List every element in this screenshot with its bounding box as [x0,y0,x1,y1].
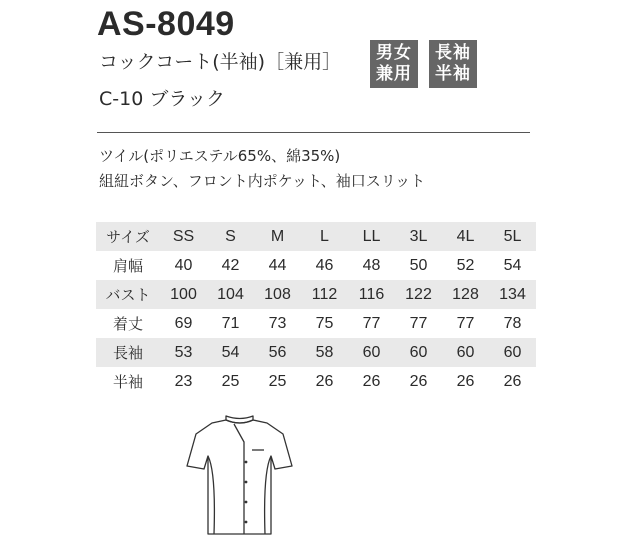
table-row [96,251,536,280]
product-color: C-10 ブラック [99,88,225,110]
badge-line: 兼用 [376,64,412,84]
size-cell: M [254,222,301,251]
size-header-label: サイズ [96,222,160,251]
row-label: 肩幅 [112,257,143,275]
table-cell: 46 [315,256,334,274]
product-code: AS-8049 [97,5,235,43]
table-cell: 23 [174,372,193,390]
size-cell: S [207,222,254,251]
table-cell: 122 [395,280,442,309]
jacket-illustration [180,412,300,537]
size-cell: 3L [395,222,442,251]
size-cell: 5L [489,222,536,251]
table-row [96,338,536,367]
table-cell: 56 [254,338,301,367]
table-cell: 134 [489,280,536,309]
table-cell: 104 [207,280,254,309]
table-cell: 112 [301,280,348,309]
row-label: 着丈 [112,315,143,333]
table-row [96,280,536,309]
table-row [96,367,536,396]
size-table [96,222,536,396]
sleeve-badge [429,40,477,88]
table-cell: 60 [395,338,442,367]
row-label: バスト [96,280,160,309]
features-text: 組紐ボタン、フロント内ポケット、袖口スリット [99,172,426,190]
table-cell: 60 [489,338,536,367]
unisex-badge [370,40,418,88]
table-cell: 26 [503,372,522,390]
badge-line: 長袖 [435,43,471,63]
size-header-row [96,222,536,251]
size-cell: 4L [442,222,489,251]
table-cell: 26 [315,372,334,390]
table-cell: 78 [503,314,522,332]
table-cell: 53 [160,338,207,367]
table-cell: 116 [348,280,395,309]
table-cell: 26 [409,372,428,390]
table-cell: 42 [221,256,240,274]
table-cell: 26 [362,372,381,390]
table-cell: 40 [174,256,193,274]
badge-line: 半袖 [435,64,471,84]
table-cell: 25 [221,372,240,390]
table-cell: 58 [301,338,348,367]
badge-line: 男女 [376,43,412,63]
table-cell: 69 [174,314,193,332]
size-cell: SS [160,222,207,251]
row-label: 長袖 [96,338,160,367]
divider [97,132,530,133]
material-text: ツイル(ポリエステル65%、綿35%) [99,147,341,165]
table-cell: 50 [409,256,428,274]
table-cell: 71 [221,314,240,332]
table-cell: 73 [268,314,287,332]
table-cell: 75 [315,314,334,332]
table-cell: 48 [362,256,381,274]
table-row [96,309,536,338]
table-cell: 77 [409,314,428,332]
table-cell: 77 [456,314,475,332]
size-cell: LL [348,222,395,251]
table-cell: 60 [348,338,395,367]
table-cell: 100 [160,280,207,309]
table-cell: 25 [268,372,287,390]
table-cell: 44 [268,256,287,274]
table-cell: 54 [207,338,254,367]
table-cell: 60 [442,338,489,367]
table-cell: 128 [442,280,489,309]
row-label: 半袖 [112,373,143,391]
table-cell: 52 [456,256,475,274]
table-cell: 26 [456,372,475,390]
table-cell: 108 [254,280,301,309]
table-cell: 77 [362,314,381,332]
size-cell: L [301,222,348,251]
product-name: コックコート(半袖)［兼用］ [99,51,342,73]
table-cell: 54 [503,256,522,274]
